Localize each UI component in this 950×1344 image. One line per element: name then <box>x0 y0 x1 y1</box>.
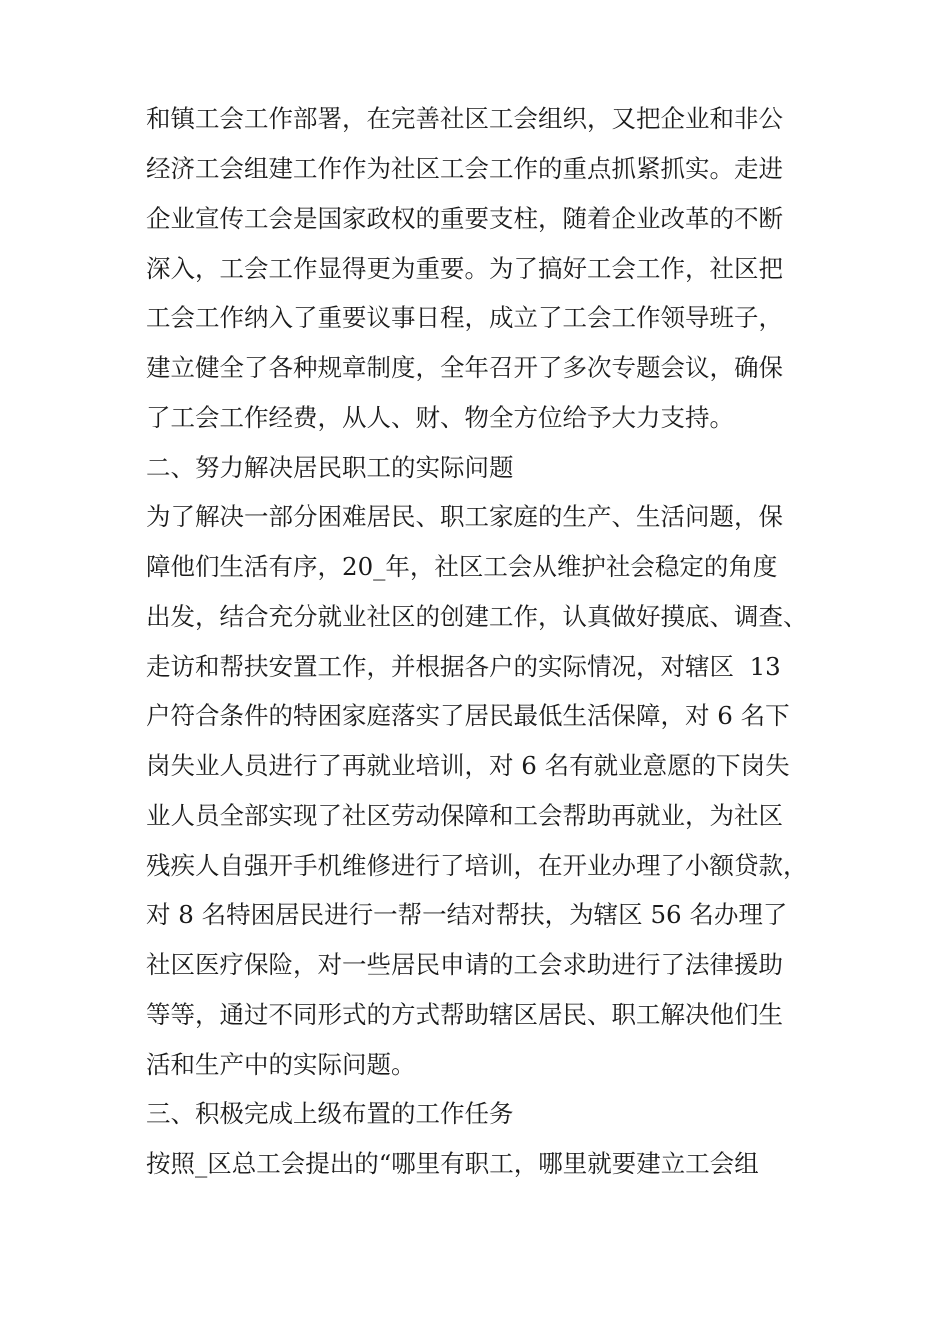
paragraph-line: 深入，工会工作显得更为重要。为了搞好工会工作，社区把 <box>146 254 783 283</box>
paragraph-line: 业人员全部实现了社区劳动保障和工会帮助再就业，为社区 <box>146 801 783 830</box>
paragraph-line: 为了解决一部分困难居民、职工家庭的生产、生活问题，保 <box>146 502 783 531</box>
paragraph-line: 活和生产中的实际问题。 <box>146 1050 416 1079</box>
paragraph-line: 对 8 名特困居民进行一帮一结对帮扶，为辖区 56 名办理了 <box>146 900 788 929</box>
paragraph-line: 经济工会组建工作作为社区工会工作的重点抓紧抓实。走进 <box>146 154 783 183</box>
paragraph-line: 出发，结合充分就业社区的创建工作，认真做好摸底、调查、 <box>146 602 808 631</box>
paragraph-line: 企业宣传工会是国家政权的重要支柱，随着企业改革的不断 <box>146 204 783 233</box>
paragraph-line: 按照_区总工会提出的“哪里有职工，哪里就要建立工会组 <box>146 1149 759 1178</box>
paragraph-line: 走访和帮扶安置工作，并根据各户的实际情况，对辖区 13 <box>146 652 781 681</box>
paragraph-line: 建立健全了各种规章制度，全年召开了多次专题会议，确保 <box>146 353 783 382</box>
paragraph-line: 残疾人自强开手机维修进行了培训，在开业办理了小额贷款， <box>146 851 808 880</box>
paragraph-line: 岗失业人员进行了再就业培训，对 6 名有就业意愿的下岗失 <box>146 751 790 780</box>
paragraph-line: 户符合条件的特困家庭落实了居民最低生活保障，对 6 名下 <box>146 701 790 730</box>
paragraph-line: 和镇工会工作部署，在完善社区工会组织，又把企业和非公 <box>146 104 783 133</box>
paragraph-line: 工会工作纳入了重要议事日程，成立了工会工作领导班子， <box>146 303 783 332</box>
paragraph-line: 了工会工作经费，从人、财、物全方位给予大力支持。 <box>146 403 734 432</box>
section-heading: 二、努力解决居民职工的实际问题 <box>146 453 514 482</box>
paragraph-line: 障他们生活有序，20_年，社区工会从维护社会稳定的角度 <box>146 552 778 581</box>
section-heading: 三、积极完成上级布置的工作任务 <box>146 1099 514 1128</box>
paragraph-line: 等等，通过不同形式的方式帮助辖区居民、职工解决他们生 <box>146 1000 783 1029</box>
paragraph-line: 社区医疗保险，对一些居民申请的工会求助进行了法律援助 <box>146 950 783 979</box>
